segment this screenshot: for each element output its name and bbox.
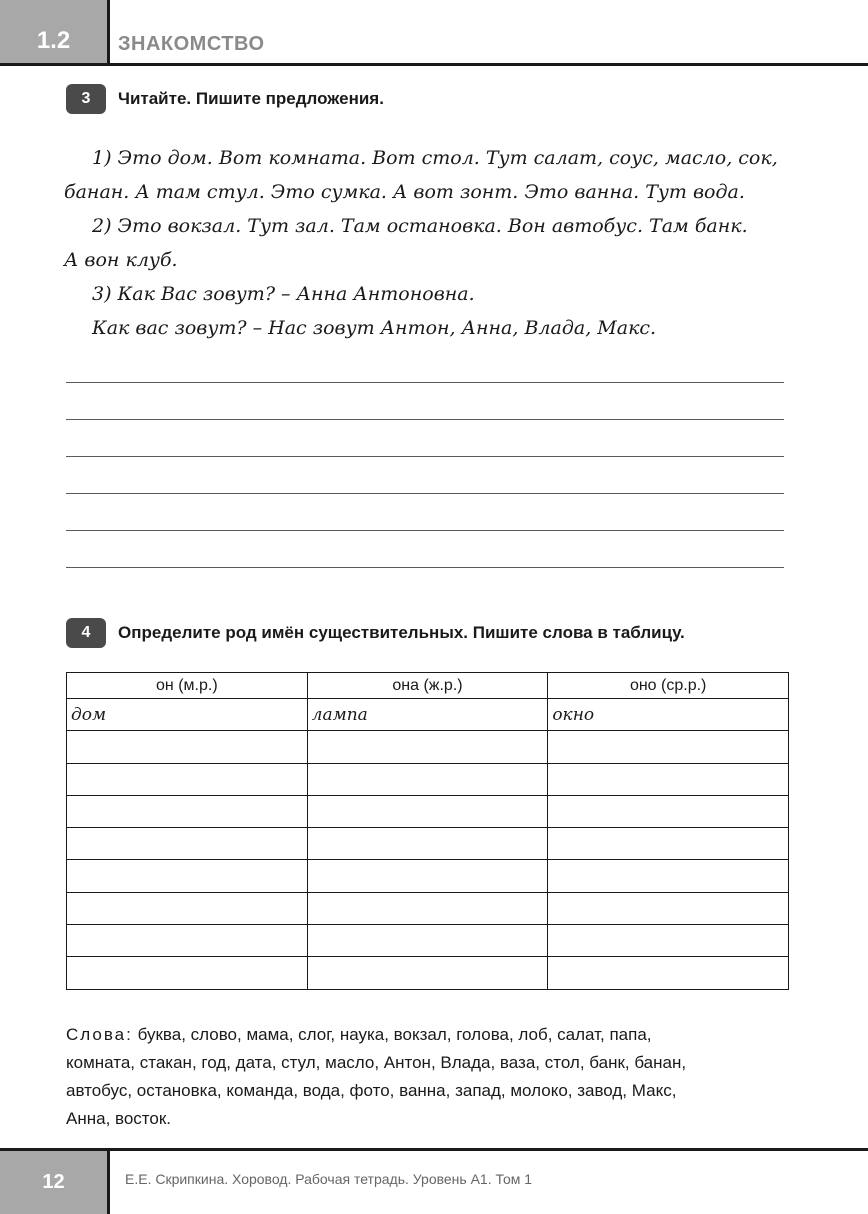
script-line: 3) Как Вас зовут? – Анна Антоновна.	[92, 283, 475, 305]
exercise-4-badge: 4	[66, 618, 106, 648]
exercise-3-instruction: Читайте. Пишите предложения.	[118, 89, 384, 108]
header-feminine: она (ж.р.)	[307, 673, 548, 699]
table-header-row	[67, 673, 789, 699]
table-cell[interactable]	[67, 795, 308, 827]
table-cell[interactable]	[307, 795, 548, 827]
table-cell[interactable]	[548, 957, 789, 989]
table-cell[interactable]	[307, 892, 548, 924]
word-list-line: Анна, восток.	[66, 1109, 172, 1128]
script-line: А вон клуб.	[64, 249, 178, 271]
example-neuter: окно	[548, 699, 789, 731]
exercise-3-badge: 3	[66, 84, 106, 114]
page-number: 12	[42, 1171, 65, 1193]
writing-line[interactable]	[66, 382, 784, 383]
footer-divider	[0, 1148, 868, 1151]
table-row	[67, 731, 789, 763]
table-cell[interactable]	[307, 731, 548, 763]
header-divider	[107, 63, 868, 66]
script-line: банан. А там стул. Это сумка. А вот зонт. Это ванна. Тут вода.	[64, 181, 745, 203]
word-list-line	[66, 1021, 806, 1049]
script-line: 1) Это дом. Вот комната. Вот стол. Тут салат, соус, масло, сок,	[92, 147, 778, 169]
table-cell[interactable]	[307, 860, 548, 892]
table-row	[67, 828, 789, 860]
word-list-text: буква, слово, мама, слог, наука, вокзал, голова, лоб, салат, папа,	[132, 1025, 652, 1044]
table-cell[interactable]	[307, 925, 548, 957]
table-cell[interactable]	[67, 892, 308, 924]
table-cell[interactable]	[67, 957, 308, 989]
table-cell[interactable]	[67, 731, 308, 763]
table-cell[interactable]	[548, 925, 789, 957]
table-cell[interactable]	[548, 860, 789, 892]
table-row	[67, 957, 789, 989]
writing-line[interactable]	[66, 530, 784, 531]
section-title: ЗНАКОМСТВО	[118, 33, 265, 55]
table-row	[67, 860, 789, 892]
word-list-line: комната, стакан, год, дата, стул, масло, Антон, Влада, ваза, стол, банк, банан,	[66, 1053, 687, 1072]
table-cell[interactable]	[67, 925, 308, 957]
table-cell[interactable]	[548, 892, 789, 924]
table-cell[interactable]	[548, 828, 789, 860]
word-list-line: автобус, остановка, команда, вода, фото, ванна, запад, молоко, завод, Макс,	[66, 1081, 677, 1100]
example-masculine: дом	[67, 699, 308, 731]
writing-line[interactable]	[66, 419, 784, 420]
table-cell[interactable]	[307, 828, 548, 860]
table-cell[interactable]	[67, 860, 308, 892]
table-row	[67, 892, 789, 924]
header-masculine: он (м.р.)	[67, 673, 308, 699]
table-row	[67, 795, 789, 827]
header-neuter: оно (ср.р.)	[548, 673, 789, 699]
writing-line[interactable]	[66, 493, 784, 494]
exercise-4-instruction: Определите род имён существительных. Пишите слова в таблицу.	[118, 623, 685, 642]
table-cell[interactable]	[548, 763, 789, 795]
example-feminine: лампа	[307, 699, 548, 731]
writing-line[interactable]	[66, 456, 784, 457]
table-example-row	[67, 699, 789, 731]
script-line: 2) Это вокзал. Тут зал. Там остановка. Вон автобус. Там банк.	[92, 215, 748, 237]
word-list-label: Слова:	[66, 1025, 133, 1044]
table-cell[interactable]	[548, 731, 789, 763]
writing-line[interactable]	[66, 567, 784, 568]
table-row	[67, 925, 789, 957]
script-line: Как вас зовут? – Нас зовут Антон, Анна, Влада, Макс.	[92, 317, 657, 339]
book-info: Е.Е. Скрипкина. Хоровод. Рабочая тетрадь. Уровень А1. Том 1	[125, 1171, 533, 1187]
table-cell[interactable]	[548, 795, 789, 827]
section-number: 1.2	[36, 26, 71, 54]
table-cell[interactable]	[307, 763, 548, 795]
word-list	[66, 1021, 806, 1133]
table-row	[67, 763, 789, 795]
table-cell[interactable]	[67, 763, 308, 795]
exercise-3-handwritten-text	[64, 141, 794, 345]
table-cell[interactable]	[307, 957, 548, 989]
gender-table	[66, 672, 789, 990]
table-cell[interactable]	[67, 828, 308, 860]
